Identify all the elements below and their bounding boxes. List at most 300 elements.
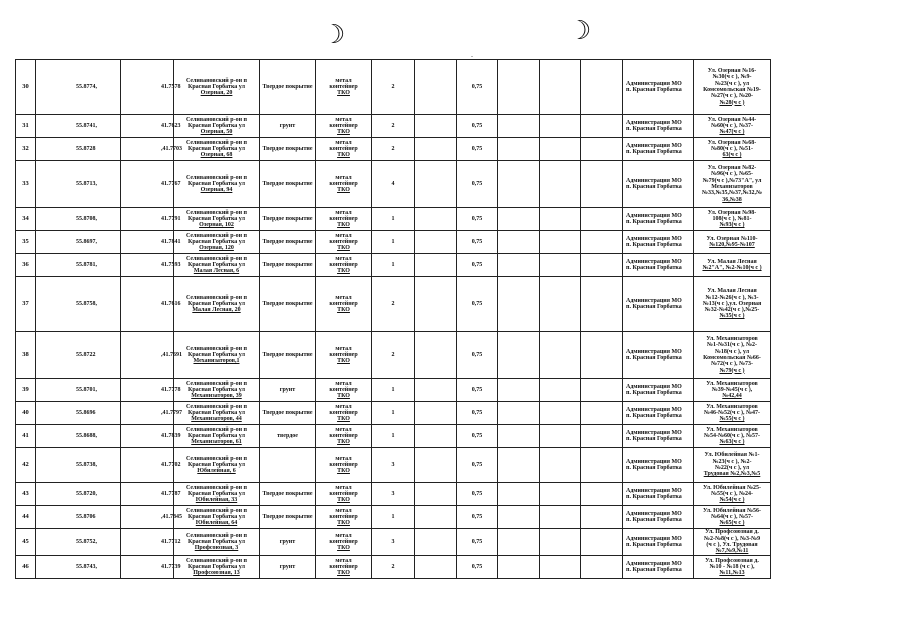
served-addresses-cell-line: №93(ч с ) bbox=[719, 222, 745, 229]
table-row bbox=[16, 425, 771, 448]
address-cell bbox=[174, 138, 260, 161]
container-type-cell-line: контейнер bbox=[329, 513, 358, 520]
served-addresses-cell-line: №42,44 bbox=[722, 393, 742, 400]
served-addresses-cell-line: Ул. Механизаторов bbox=[706, 426, 758, 433]
container-type-cell-line: контейнер bbox=[329, 180, 358, 187]
address-cell-line: Профсоюзная, 13 bbox=[193, 570, 240, 577]
owner-cell-line: Администрация МО bbox=[626, 177, 682, 184]
served-addresses-cell-line: Ул. Юбилейная №56- bbox=[702, 507, 762, 514]
served-addresses-cell bbox=[694, 60, 771, 115]
address-cell-line: Юбилейная, 6 bbox=[197, 468, 236, 475]
served-addresses-cell-line: №2"А", №2-№10(ч с ) bbox=[702, 265, 762, 271]
table-row bbox=[16, 556, 771, 579]
row-number: 41 bbox=[16, 425, 36, 448]
container-type-cell-line: ТКО bbox=[337, 222, 350, 229]
container-type-cell bbox=[316, 425, 372, 448]
container-count-cell: 2 bbox=[372, 60, 415, 115]
surface-cell: Твердое покрытие bbox=[260, 277, 316, 332]
address-cell-line: Селивановский р-он п bbox=[185, 484, 248, 491]
served-addresses-cell-line: №18(ч с ), ул bbox=[714, 348, 750, 355]
served-addresses-cell-line: №55(ч с ) bbox=[719, 416, 745, 423]
address-cell-line: Красная Горбатка ул bbox=[187, 83, 246, 90]
longitude-cell: 41.7702 bbox=[121, 448, 174, 483]
container-count-cell: 3 bbox=[372, 448, 415, 483]
served-addresses-cell-line: №60(ч с ), №37- bbox=[710, 122, 754, 129]
surface-cell: Твердое покрытие bbox=[260, 231, 316, 254]
table-row bbox=[16, 231, 771, 254]
longitude-cell: 41.7616 bbox=[121, 277, 174, 332]
owner-cell-line: Администрация МО bbox=[626, 429, 682, 436]
owner-cell-line: п. Красная Горбатка bbox=[626, 265, 682, 271]
container-type-cell-line: ТКО bbox=[337, 129, 350, 136]
address-cell bbox=[174, 254, 260, 277]
container-type-cell-line: ТКО bbox=[337, 187, 350, 194]
owner-cell-line: п. Красная Горбатка bbox=[626, 126, 682, 132]
container-type-cell-line: метал bbox=[335, 116, 352, 123]
served-addresses-cell-line: №47(ч с ) bbox=[719, 129, 745, 136]
owner-cell bbox=[623, 529, 694, 556]
latitude-cell: 55.8743, bbox=[36, 556, 121, 579]
empty-cell bbox=[415, 448, 457, 483]
container-type-cell bbox=[316, 506, 372, 529]
volume-cell: 0,75 bbox=[457, 529, 498, 556]
empty-cell bbox=[540, 60, 581, 115]
owner-cell-line: Администрация МО bbox=[626, 212, 682, 219]
container-type-cell-line: ТКО bbox=[337, 245, 350, 252]
empty-cell bbox=[415, 483, 457, 506]
empty-cell bbox=[581, 277, 623, 332]
owner-cell-line: Администрация МО bbox=[626, 80, 682, 87]
owner-cell-line: п. Красная Горбатка bbox=[626, 219, 682, 225]
empty-cell bbox=[581, 332, 623, 379]
served-addresses-cell-line: №13(ч с ),ул. Озерная bbox=[702, 300, 762, 307]
row-number: 40 bbox=[16, 402, 36, 425]
address-cell-line: Красная Горбатка ул bbox=[187, 490, 246, 497]
served-addresses-cell-line: №64(ч с ), №57- bbox=[710, 513, 754, 520]
empty-cell bbox=[581, 231, 623, 254]
owner-cell-line: п. Красная Горбатка bbox=[626, 304, 682, 310]
surface-cell: грунт bbox=[260, 529, 316, 556]
served-addresses-cell bbox=[694, 332, 771, 379]
address-cell-line: Селивановский р-он п bbox=[185, 174, 248, 181]
container-type-cell-line: метал bbox=[335, 507, 352, 514]
empty-cell bbox=[581, 483, 623, 506]
address-cell bbox=[174, 277, 260, 332]
address-cell-line: Озерная, 20 bbox=[200, 90, 233, 97]
address-cell bbox=[174, 208, 260, 231]
empty-cell bbox=[415, 379, 457, 402]
volume-cell: 0,75 bbox=[457, 379, 498, 402]
table-row bbox=[16, 60, 771, 115]
latitude-cell: 55.8781, bbox=[36, 254, 121, 277]
owner-cell bbox=[623, 115, 694, 138]
container-type-cell bbox=[316, 379, 372, 402]
address-cell-line: Красная Горбатка ул bbox=[187, 513, 246, 520]
container-type-cell bbox=[316, 332, 372, 379]
empty-cell bbox=[498, 402, 540, 425]
owner-cell bbox=[623, 379, 694, 402]
address-cell-line: Селивановский р-он п bbox=[185, 380, 248, 387]
volume-cell: 0,75 bbox=[457, 556, 498, 579]
volume-cell: 0,75 bbox=[457, 448, 498, 483]
container-count-cell: 1 bbox=[372, 506, 415, 529]
longitude-cell: 41.7767 bbox=[121, 161, 174, 208]
address-cell-line: Селивановский р-он п bbox=[185, 426, 248, 433]
empty-cell bbox=[540, 208, 581, 231]
served-addresses-cell-line: №46-№52(ч с ), №47- bbox=[703, 409, 761, 416]
container-count-cell: 1 bbox=[372, 254, 415, 277]
longitude-cell: 41.7839 bbox=[121, 425, 174, 448]
empty-cell bbox=[415, 529, 457, 556]
address-cell bbox=[174, 483, 260, 506]
address-cell-line: Красная Горбатка ул bbox=[187, 261, 246, 268]
served-addresses-cell-line: Ул. Юбилейная №1- bbox=[704, 452, 760, 459]
owner-cell bbox=[623, 60, 694, 115]
empty-cell bbox=[540, 277, 581, 332]
empty-cell bbox=[581, 115, 623, 138]
empty-cell bbox=[415, 277, 457, 332]
latitude-cell: 55.8696 bbox=[36, 402, 121, 425]
served-addresses-cell-line: Ул. Озерная №68- bbox=[707, 139, 757, 146]
container-type-cell bbox=[316, 208, 372, 231]
container-type-cell-line: контейнер bbox=[329, 538, 358, 545]
latitude-cell: 55.8708, bbox=[36, 208, 121, 231]
served-addresses-cell-line: №33,№35,№37,№32,№ bbox=[701, 190, 763, 197]
container-type-cell bbox=[316, 277, 372, 332]
served-addresses-cell-line: №35(ч с ) bbox=[719, 313, 745, 320]
longitude-cell: 41.7778 bbox=[121, 379, 174, 402]
surface-cell: грунт bbox=[260, 556, 316, 579]
empty-cell bbox=[540, 448, 581, 483]
volume-cell: 0,75 bbox=[457, 277, 498, 332]
owner-cell-line: Администрация МО bbox=[626, 119, 682, 126]
container-sites-table bbox=[15, 59, 771, 579]
owner-cell-line: п. Красная Горбатка bbox=[626, 542, 682, 548]
address-cell bbox=[174, 425, 260, 448]
empty-cell bbox=[540, 115, 581, 138]
owner-cell-line: Администрация МО bbox=[626, 406, 682, 413]
served-addresses-cell-line: №23(ч с ), ул bbox=[714, 80, 750, 87]
container-type-cell-line: контейнер bbox=[329, 409, 358, 416]
surface-cell: грунт bbox=[260, 115, 316, 138]
latitude-cell: 55.8752, bbox=[36, 529, 121, 556]
address-cell-line: Красная Горбатка ул bbox=[187, 563, 246, 570]
container-type-cell-line: метал bbox=[335, 209, 352, 216]
served-addresses-cell-line: №54(ч с ) bbox=[719, 497, 745, 504]
longitude-cell: 41.7739 bbox=[121, 556, 174, 579]
served-addresses-cell-line: №120,№95-№107 bbox=[709, 242, 755, 248]
longitude-cell: 41.7623 bbox=[121, 115, 174, 138]
address-cell-line: Селивановский р-он п bbox=[185, 255, 248, 262]
container-count-cell: 1 bbox=[372, 231, 415, 254]
owner-cell-line: Администрация МО bbox=[626, 535, 682, 542]
owner-cell bbox=[623, 506, 694, 529]
container-type-cell bbox=[316, 483, 372, 506]
owner-cell-line: Администрация МО bbox=[626, 258, 682, 265]
surface-cell: Твердое покрытие bbox=[260, 332, 316, 379]
owner-cell bbox=[623, 448, 694, 483]
latitude-cell: 55.8758, bbox=[36, 277, 121, 332]
volume-cell: 0,75 bbox=[457, 161, 498, 208]
address-cell-line: Селивановский р-он п bbox=[185, 557, 248, 564]
row-number: 44 bbox=[16, 506, 36, 529]
served-addresses-cell-line: №63(ч с ) bbox=[719, 439, 745, 446]
owner-cell bbox=[623, 402, 694, 425]
container-count-cell: 1 bbox=[372, 208, 415, 231]
served-addresses-cell-line: Ул. Механизаторов bbox=[706, 403, 758, 410]
empty-cell bbox=[581, 529, 623, 556]
served-addresses-cell-line: Ул. Профсоюзная д. bbox=[705, 557, 759, 564]
served-addresses-cell-line: №96(ч с ), №65- bbox=[710, 171, 754, 178]
container-count-cell: 2 bbox=[372, 115, 415, 138]
table-row bbox=[16, 448, 771, 483]
empty-cell bbox=[581, 60, 623, 115]
address-cell bbox=[174, 529, 260, 556]
empty-cell bbox=[415, 115, 457, 138]
latitude-cell: 55.8701, bbox=[36, 379, 121, 402]
served-addresses-cell-line: Ул. Профсоюзная д. bbox=[705, 529, 759, 536]
owner-cell-line: Администрация МО bbox=[626, 487, 682, 494]
served-addresses-cell bbox=[694, 138, 771, 161]
container-type-cell-line: контейнер bbox=[329, 461, 358, 468]
empty-cell bbox=[498, 506, 540, 529]
served-addresses-cell bbox=[694, 402, 771, 425]
address-cell-line: Озерная, 68 bbox=[200, 152, 233, 159]
longitude-cell: ,41.7797 bbox=[121, 402, 174, 425]
scan-mark-left: ☽ bbox=[322, 20, 346, 50]
empty-cell bbox=[581, 506, 623, 529]
address-cell bbox=[174, 556, 260, 579]
served-addresses-cell-line: 36,№38 bbox=[722, 196, 742, 203]
served-addresses-cell-line: №1-№31(ч с ), №2- bbox=[706, 342, 758, 349]
served-addresses-cell-line: №28(ч с ) bbox=[719, 99, 745, 106]
surface-cell bbox=[260, 448, 316, 483]
served-addresses-cell bbox=[694, 254, 771, 277]
empty-cell bbox=[540, 332, 581, 379]
empty-cell bbox=[415, 138, 457, 161]
longitude-cell: 41.7712 bbox=[121, 529, 174, 556]
container-count-cell: 2 bbox=[372, 277, 415, 332]
address-cell-line: Красная Горбатка ул bbox=[187, 386, 246, 393]
container-type-cell-line: метал bbox=[335, 557, 352, 564]
address-cell-line: Красная Горбатка ул bbox=[187, 215, 246, 222]
container-type-cell bbox=[316, 138, 372, 161]
container-count-cell: 1 bbox=[372, 402, 415, 425]
served-addresses-cell-line: №30(ч с ), №9- bbox=[712, 74, 752, 81]
row-number: 33 bbox=[16, 161, 36, 208]
empty-cell bbox=[540, 254, 581, 277]
empty-cell bbox=[415, 254, 457, 277]
owner-cell-line: п. Красная Горбатка bbox=[626, 413, 682, 419]
served-addresses-cell-line: Ул. Озерная №110- bbox=[706, 235, 758, 242]
served-addresses-cell-line: №80(ч с ), №51- bbox=[710, 145, 754, 152]
container-type-cell-line: метал bbox=[335, 294, 352, 301]
empty-cell bbox=[581, 138, 623, 161]
surface-cell: Твердое покрытие bbox=[260, 208, 316, 231]
container-count-cell: 1 bbox=[372, 379, 415, 402]
container-type-cell bbox=[316, 231, 372, 254]
table-row bbox=[16, 402, 771, 425]
latitude-cell: 55.8713, bbox=[36, 161, 121, 208]
served-addresses-cell-line: Ул. Озерная №82- bbox=[707, 165, 757, 172]
container-type-cell bbox=[316, 115, 372, 138]
table-row bbox=[16, 161, 771, 208]
empty-cell bbox=[581, 254, 623, 277]
container-type-cell bbox=[316, 556, 372, 579]
empty-cell bbox=[498, 115, 540, 138]
served-addresses-cell bbox=[694, 556, 771, 579]
owner-cell-line: п. Красная Горбатка bbox=[626, 87, 682, 93]
longitude-cell: 41.7787 bbox=[121, 483, 174, 506]
empty-cell bbox=[498, 254, 540, 277]
served-addresses-cell bbox=[694, 115, 771, 138]
empty-cell bbox=[498, 332, 540, 379]
served-addresses-cell-line: №72(ч с ), №73- bbox=[710, 361, 754, 368]
empty-cell bbox=[415, 231, 457, 254]
served-addresses-cell-line: Ул. Малая Лесная bbox=[707, 258, 757, 265]
empty-cell bbox=[540, 138, 581, 161]
container-type-cell-line: метал bbox=[335, 139, 352, 146]
row-number: 34 bbox=[16, 208, 36, 231]
served-addresses-cell-line: №54-№60(ч с ), №57- bbox=[703, 432, 761, 439]
container-type-cell-line: ТКО bbox=[337, 468, 350, 475]
served-addresses-cell-line: 63(ч с ) bbox=[722, 152, 742, 159]
owner-cell-line: п. Красная Горбатка bbox=[626, 567, 682, 573]
served-addresses-cell-line: №11,№13 bbox=[719, 570, 745, 577]
volume-cell: 0,75 bbox=[457, 332, 498, 379]
surface-cell: Твердое покрытие bbox=[260, 161, 316, 208]
served-addresses-cell-line: Ул. Озерная №98- bbox=[707, 209, 757, 216]
served-addresses-cell bbox=[694, 425, 771, 448]
table-row bbox=[16, 529, 771, 556]
scan-mark-right: ☽ bbox=[568, 16, 592, 46]
address-cell-line: Механизаторов, 44 bbox=[191, 416, 242, 423]
address-cell-line: Красная Горбатка ул bbox=[187, 538, 246, 545]
empty-cell bbox=[581, 556, 623, 579]
owner-cell-line: п. Красная Горбатка bbox=[626, 494, 682, 500]
container-type-cell-line: ТКО bbox=[337, 307, 350, 314]
empty-cell bbox=[498, 379, 540, 402]
latitude-cell: 55.8722 bbox=[36, 332, 121, 379]
address-cell-line: Селивановский р-он п bbox=[185, 116, 248, 123]
owner-cell-line: п. Красная Горбатка bbox=[626, 465, 682, 471]
owner-cell bbox=[623, 254, 694, 277]
container-type-cell-line: ТКО bbox=[337, 570, 350, 577]
owner-cell-line: Администрация МО bbox=[626, 510, 682, 517]
container-type-cell-line: контейнер bbox=[329, 432, 358, 439]
longitude-cell: ,41.7703 bbox=[121, 138, 174, 161]
address-cell-line: Красная Горбатка ул bbox=[187, 461, 246, 468]
address-cell-line: Юбилейная, 64 bbox=[195, 520, 238, 527]
served-addresses-cell-line: №79(ч с ) bbox=[719, 367, 745, 374]
empty-cell bbox=[498, 138, 540, 161]
container-type-cell-line: метал bbox=[335, 455, 352, 462]
address-cell bbox=[174, 506, 260, 529]
latitude-cell: 55.8728 bbox=[36, 138, 121, 161]
owner-cell-line: п. Красная Горбатка bbox=[626, 149, 682, 155]
empty-cell bbox=[415, 402, 457, 425]
volume-cell: 0,75 bbox=[457, 483, 498, 506]
served-addresses-cell-line: Ул. Механизаторов bbox=[706, 380, 758, 387]
empty-cell bbox=[498, 161, 540, 208]
served-addresses-cell-line: Механизаторов bbox=[711, 184, 753, 190]
served-addresses-cell-line: №10 - №18 (ч с ), bbox=[709, 563, 755, 570]
address-cell-line: Селивановский р-он п bbox=[185, 232, 248, 239]
owner-cell bbox=[623, 556, 694, 579]
container-type-cell-line: ТКО bbox=[337, 439, 350, 446]
container-type-cell-line: метал bbox=[335, 345, 352, 352]
owner-cell-line: п. Красная Горбатка bbox=[626, 517, 682, 523]
volume-cell: 0,75 bbox=[457, 425, 498, 448]
empty-cell bbox=[581, 208, 623, 231]
address-cell-line: Механизаторов, 61 bbox=[191, 439, 242, 446]
row-number: 45 bbox=[16, 529, 36, 556]
empty-cell bbox=[498, 277, 540, 332]
owner-cell-line: Администрация МО bbox=[626, 142, 682, 149]
empty-cell bbox=[498, 425, 540, 448]
owner-cell-line: п. Красная Горбатка bbox=[626, 355, 682, 361]
latitude-cell: 55.8774, bbox=[36, 60, 121, 115]
container-type-cell bbox=[316, 254, 372, 277]
table-row bbox=[16, 208, 771, 231]
address-cell-line: Красная Горбатка ул bbox=[187, 145, 246, 152]
empty-cell bbox=[415, 506, 457, 529]
table-row bbox=[16, 115, 771, 138]
owner-cell-line: п. Красная Горбатка bbox=[626, 390, 682, 396]
table-row bbox=[16, 277, 771, 332]
address-cell-line: Красная Горбатка ул bbox=[187, 122, 246, 129]
latitude-cell: 55.8738, bbox=[36, 448, 121, 483]
longitude-cell: ,41.7845 bbox=[121, 506, 174, 529]
empty-cell bbox=[581, 402, 623, 425]
container-type-cell-line: ТКО bbox=[337, 393, 350, 400]
container-type-cell-line: ТКО bbox=[337, 90, 350, 97]
container-count-cell: 4 bbox=[372, 161, 415, 208]
container-type-cell bbox=[316, 60, 372, 115]
empty-cell bbox=[540, 556, 581, 579]
container-type-cell-line: контейнер bbox=[329, 300, 358, 307]
container-type-cell-line: метал bbox=[335, 532, 352, 539]
empty-cell bbox=[415, 332, 457, 379]
container-type-cell-line: ТКО bbox=[337, 520, 350, 527]
served-addresses-cell-line: №79(ч с ),№73"А", ул bbox=[702, 177, 762, 184]
container-type-cell bbox=[316, 448, 372, 483]
served-addresses-cell-line: №55(ч с ), №24- bbox=[710, 490, 754, 497]
empty-cell bbox=[581, 161, 623, 208]
address-cell-line: Механизаторов, 39 bbox=[191, 393, 242, 400]
row-number: 43 bbox=[16, 483, 36, 506]
address-cell-line: Красная Горбатка ул bbox=[187, 351, 246, 358]
row-number: 37 bbox=[16, 277, 36, 332]
address-cell bbox=[174, 448, 260, 483]
container-type-cell-line: ТКО bbox=[337, 545, 350, 552]
served-addresses-cell-line: №12-№26(ч с ), №3- bbox=[705, 294, 759, 301]
address-cell-line: Селивановский р-он п bbox=[185, 209, 248, 216]
address-cell-line: Красная Горбатка ул bbox=[187, 409, 246, 416]
empty-cell bbox=[540, 506, 581, 529]
container-type-cell-line: метал bbox=[335, 77, 352, 84]
owner-cell-line: п. Красная Горбатка bbox=[626, 436, 682, 442]
empty-cell bbox=[581, 379, 623, 402]
address-cell-line: Озерная, 50 bbox=[200, 129, 233, 136]
latitude-cell: 55.8697, bbox=[36, 231, 121, 254]
address-cell-line: Механизаторов,1 bbox=[193, 358, 240, 365]
latitude-cell: 55.8720, bbox=[36, 483, 121, 506]
table-row bbox=[16, 379, 771, 402]
empty-cell bbox=[540, 379, 581, 402]
served-addresses-cell-line: Трудовая №2,№3,№5 bbox=[703, 471, 761, 478]
address-cell-line: Малая Лесная, 6 bbox=[193, 268, 240, 275]
